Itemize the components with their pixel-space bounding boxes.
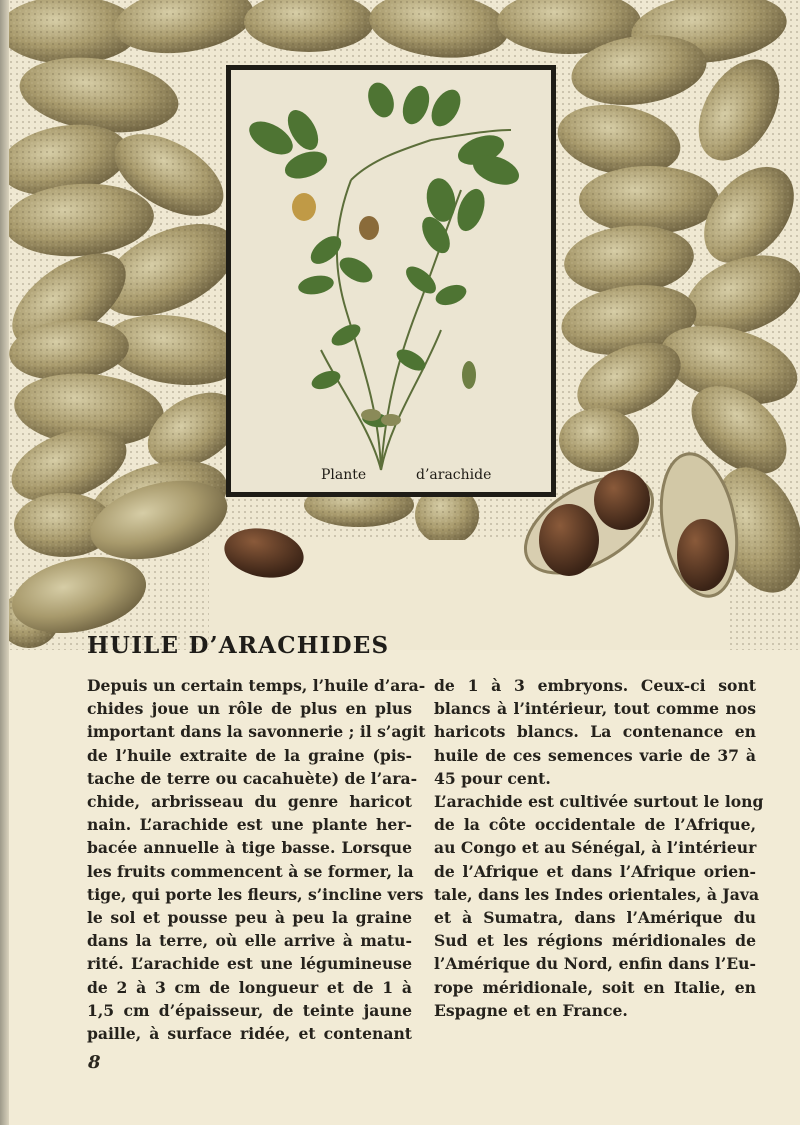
text-line: de la côte occidentale de l’Afrique, bbox=[434, 815, 756, 835]
text-line: tale, dans les Indes orientales, à Java bbox=[434, 884, 760, 904]
text-line: Depuis un certain temps, l’huile d’ara- bbox=[87, 676, 426, 695]
text-line: important dans la savonnerie ; il s’agit bbox=[87, 722, 426, 742]
text-line: tige, qui porte les fleurs, s’incline vers bbox=[87, 884, 424, 904]
text-line: Sud et les régions méridionales de bbox=[434, 931, 756, 951]
text-line: huile de ces semences varie de 37 à bbox=[434, 745, 756, 765]
text-line: Espagne et en France. bbox=[434, 1000, 628, 1020]
plate-illustration bbox=[231, 70, 551, 492]
text-line: bacée annuelle à tige basse. Lorsque bbox=[87, 838, 412, 858]
text-line: de 2 à 3 cm de longueur et de 1 à bbox=[87, 977, 412, 997]
article-title: HUILE D’ARACHIDES bbox=[87, 632, 390, 659]
text-line: de 1 à 3 embryons. Ceux-ci sont bbox=[434, 676, 756, 695]
text-line: nain. L’arachide est une plante her- bbox=[87, 815, 412, 835]
text-line: tache de terre ou cacahuète) de l’ara- bbox=[87, 768, 418, 788]
text-line: de l’Afrique et dans l’Afrique orien- bbox=[434, 861, 756, 881]
text-line: dans la terre, où elle arrive à matu- bbox=[87, 931, 412, 951]
text-line: l’Amérique du Nord, enfin dans l’Eu- bbox=[434, 954, 756, 974]
text-line: au Congo et au Sénégal, à l’intérieur bbox=[434, 838, 757, 858]
caption-right: d’arachide bbox=[416, 467, 492, 483]
text-line: chide, arbrisseau du genre haricot bbox=[87, 792, 412, 812]
text-line: de l’huile extraite de la graine (pis- bbox=[87, 745, 412, 765]
text-line: les fruits commencent à se former, la bbox=[87, 861, 414, 881]
text-line: blancs à l’intérieur, tout comme nos bbox=[434, 699, 756, 719]
text-line: paille, à surface ridée, et contenant bbox=[87, 1024, 412, 1044]
text-line: rope méridionale, soit en Italie, en bbox=[434, 977, 756, 997]
botanical-plate bbox=[226, 65, 556, 497]
text-line: 45 pour cent. bbox=[434, 768, 551, 788]
article-column-right bbox=[434, 674, 764, 1022]
text-line: 1,5 cm d’épaisseur, de teinte jaune bbox=[87, 1000, 412, 1020]
text-line: et à Sumatra, dans l’Amérique du bbox=[434, 908, 756, 928]
page-edge bbox=[0, 0, 9, 1125]
article-column-left bbox=[87, 674, 426, 1045]
text-line: chides joue un rôle de plus en plus bbox=[87, 699, 412, 719]
text-line: rité. L’arachide est une légumineuse bbox=[87, 954, 412, 974]
text-line: le sol et pousse peu à peu la graine bbox=[87, 908, 412, 928]
caption-left: Plante bbox=[321, 467, 367, 483]
text-line: L’arachide est cultivée surtout le long bbox=[434, 792, 764, 812]
text-line: haricots blancs. La contenance en bbox=[434, 722, 756, 742]
page-number: 8 bbox=[88, 1052, 101, 1073]
